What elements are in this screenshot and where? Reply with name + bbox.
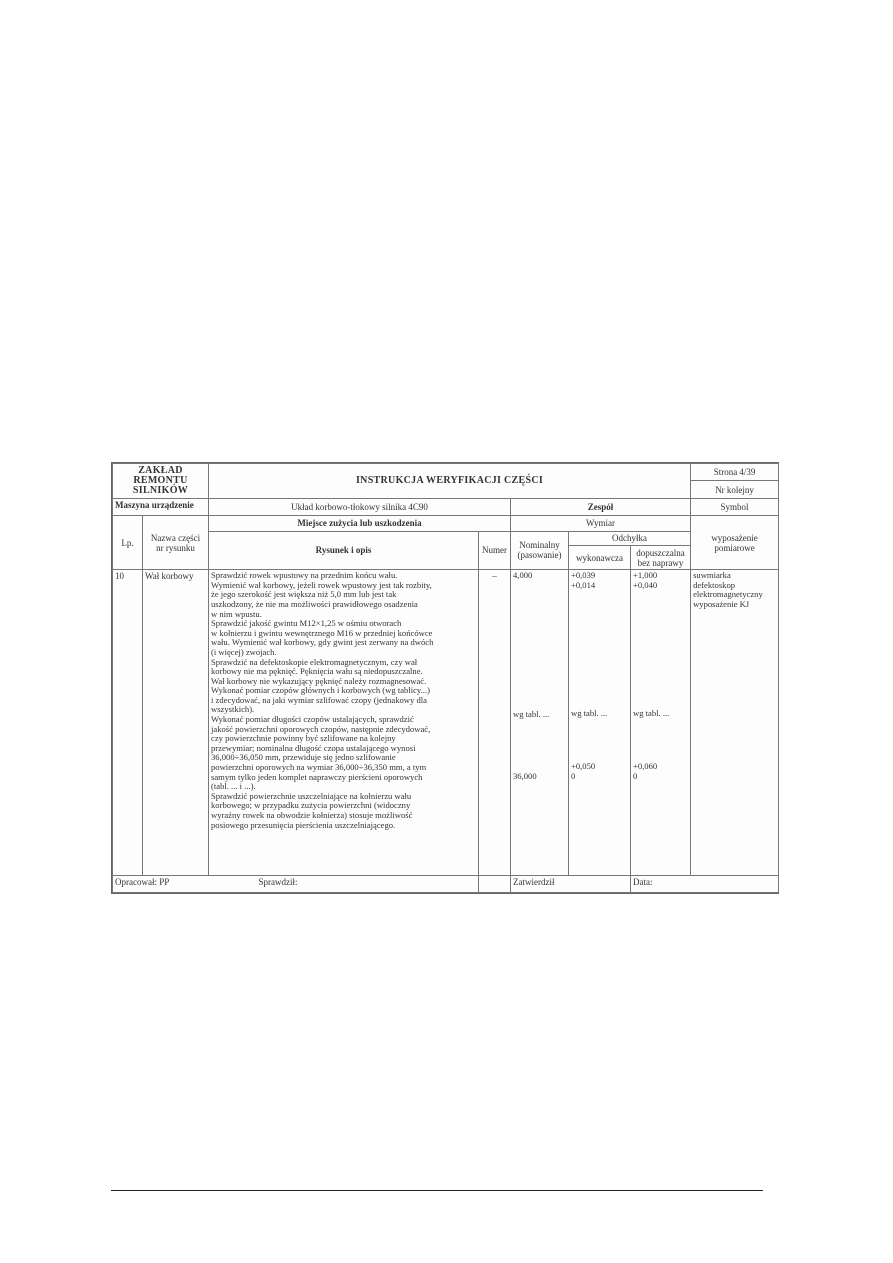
prepared-by: Opracował: PP bbox=[115, 877, 170, 888]
row-allowed-cell bbox=[631, 570, 691, 876]
col-allowed: dopuszczalna bez naprawy bbox=[631, 546, 691, 570]
row-manufacturer-cell bbox=[569, 570, 631, 876]
symbol-label: Symbol bbox=[691, 499, 779, 516]
assembly-label: Zespół bbox=[511, 499, 691, 516]
col-dimension: Wymiar bbox=[511, 516, 691, 532]
company-name-cell bbox=[113, 464, 209, 499]
nominal-value-1: 4,000 bbox=[513, 570, 533, 581]
col-manufacturer: wykonawcza bbox=[569, 546, 631, 570]
nominal-value-3: 36,000 bbox=[513, 771, 537, 782]
col-number: Numer bbox=[479, 531, 511, 570]
machine-label: Maszyna urządzenie bbox=[113, 499, 209, 516]
col-deviation: Odchyłka bbox=[569, 531, 691, 546]
manuf-value-1: +0,039 +0,014 bbox=[571, 570, 596, 590]
verification-form bbox=[111, 462, 779, 894]
footer-date: Data: bbox=[631, 876, 779, 893]
col-part-name: Nazwa części nr rysunku bbox=[143, 516, 209, 570]
footer-spacer bbox=[479, 876, 511, 893]
company-line2: SILNIKÓW bbox=[132, 485, 189, 497]
footer-approved: Zatwierdził bbox=[511, 876, 631, 893]
serial-number-label: Nr kolejny bbox=[691, 480, 779, 499]
checked-by: Sprawdził: bbox=[258, 877, 298, 888]
allowed-value-1: +1,000 +0,040 bbox=[633, 570, 658, 590]
footer-prepared bbox=[113, 876, 479, 893]
col-lp: Lp. bbox=[113, 516, 143, 570]
col-nominal: Nominalny (pasowanie) bbox=[511, 531, 569, 570]
allowed-value-3: +0,060 0 bbox=[633, 760, 658, 781]
document-title: INSTRUKCJA WERYFIKACJI CZĘŚCI bbox=[209, 464, 691, 499]
manuf-value-3: +0,050 0 bbox=[571, 760, 596, 781]
row-nominal-cell bbox=[511, 570, 569, 876]
nominal-value-2: wg tabl. ... bbox=[513, 708, 550, 719]
row-description: Sprawdzić rowek wpustowy na przednim końcu wału. Wymienić wał korbowy, jeżeli rowek wpustowy jest tak rozbity, że jego szerokość jest większa niż 5,0 mm lub jest tak uszkodzony, że nie ma możliwości prawidłowego osadzenia w nim wpustu. Sprawdzić jakość gwintu M12×1,25 w ośmiu otworach w kołnierzu i gwintu wewnętrznego M16 w przedniej końcówce wału. Wymienić wał korbowy, gdy gwint jest zerwany na dwóch (i więcej) zwojach. Sprawdzić na defektoskopie elektromagnetycznym, czy wał korbowy nie ma pęknięć. Pęknięcia wału są niedopuszczalne. Wał korbowy nie wykazujący pęknięć należy rozmagnesować. Wykonać pomiar czopów głównych i korbowych (wg tablicy...) i zdecydować, na jaki wymiar szlifować czopy (jednakowy dla wszystkich). Wykonać pomiar długości czopów ustalających, sprawdzić jakość powierzchni oporowych czopów, następnie zdecydować, czy powierzchnie powinny być szlifowane na kolejny przewymiar; nominalna długość czopa ustalającego wynosi 36,000÷36,050 mm, przewiduje się jedno szlifowanie powierzchni oporowych na wymiar 36,000÷36,350 mm, a tym samym tylko jeden komplet naprawczy pierścieni oporowych (tabl. ... i ...). Sprawdzić powierzchnie uszczelniające na kołnierzu wału korbowego; w przypadku zużycia powierzchni (widoczny wyraźny rowek na obwodzie kołnierza) stosuje możliwość posiowego przesunięcia pierścienia uszczelniającego. bbox=[209, 570, 479, 876]
col-wear-place: Miejsce zużycia lub uszkodzenia bbox=[209, 516, 511, 532]
row-number: – bbox=[479, 570, 511, 876]
row-lp: 10 bbox=[113, 570, 143, 876]
row-equipment: suwmiarka defektoskop elektromagnetyczny wyposażenie KJ bbox=[691, 570, 779, 876]
company-line1: ZAKŁAD REMONTU bbox=[133, 465, 188, 487]
col-drawing-desc: Rysunek i opis bbox=[209, 531, 479, 570]
machine-name: Układ korbowo-tłokowy silnika 4C90 bbox=[209, 499, 511, 516]
form-table bbox=[112, 463, 779, 893]
page-number: Strona 4/39 bbox=[691, 464, 779, 481]
manuf-value-2: wg tabl. ... bbox=[571, 708, 608, 719]
row-part: Wał korbowy bbox=[143, 570, 209, 876]
col-equipment: wyposażenie pomiarowe bbox=[691, 516, 779, 570]
allowed-value-2: wg tabl. ... bbox=[633, 708, 670, 719]
page-bottom-rule bbox=[111, 1190, 763, 1191]
